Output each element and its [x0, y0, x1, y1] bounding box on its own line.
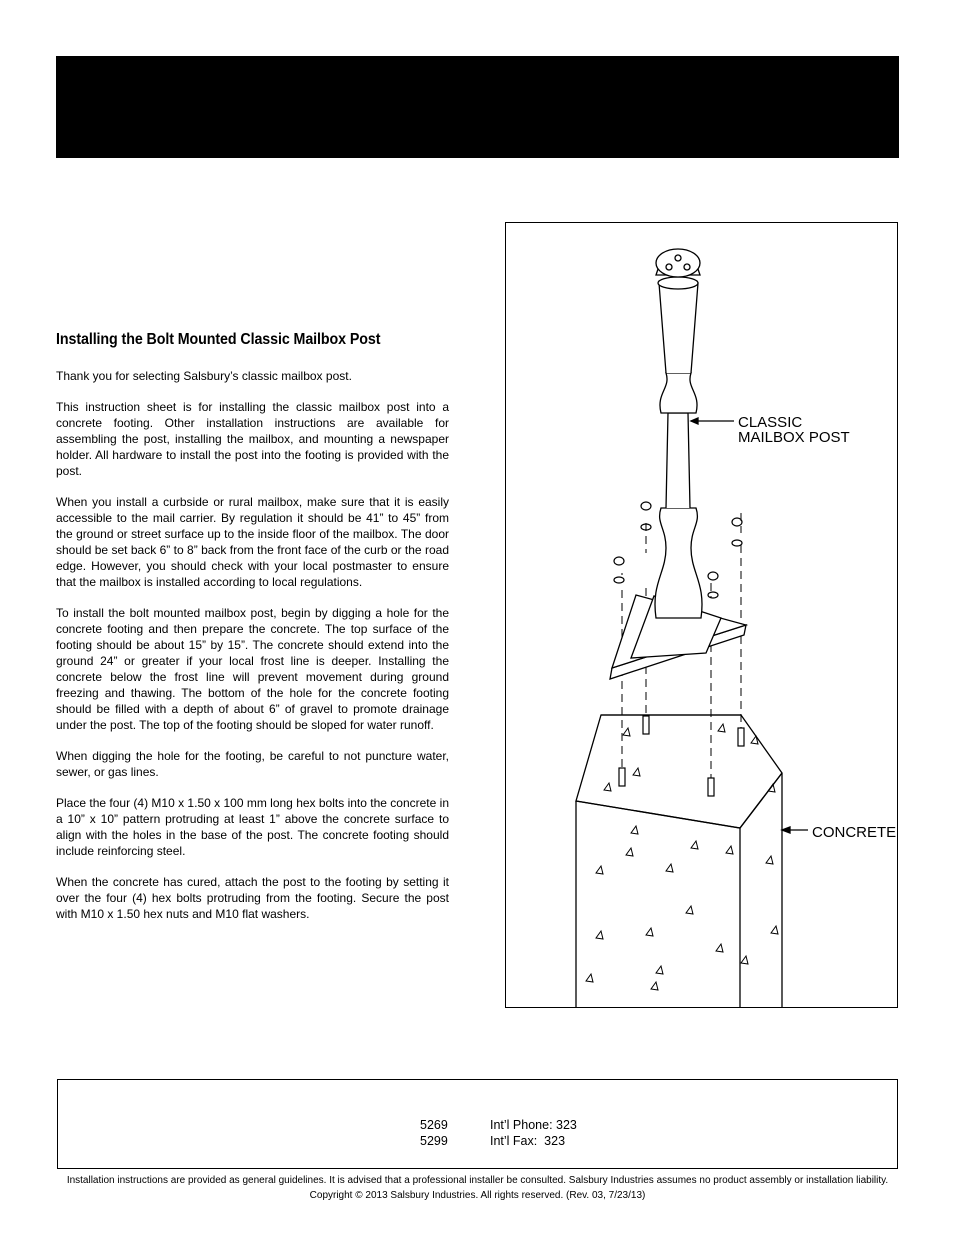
post-label-line1: CLASSIC	[738, 414, 803, 431]
copyright-text: Copyright © 2013 Salsbury Industries. All rights reserved. (Rev. 03, 7/23/13)	[309, 1190, 646, 1201]
paragraph-bolts: Place the four (4) M10 x 1.50 x 100 mm long hex bolts into the concrete in a 10” x 10” pattern protruding at least 1” above the concrete surface to align with the holes in the base of the post. The concrete footing should include reinforcing steel.	[56, 796, 449, 858]
post-label-line2: MAILBOX POST	[738, 429, 850, 446]
footer	[56, 1173, 899, 1203]
instructions-body	[56, 368, 449, 937]
paragraph-thanks: Thank you for selecting Salsbury’s classic mailbox post.	[56, 369, 352, 383]
post-column	[655, 249, 702, 618]
paragraph-caution: When digging the hole for the footing, be careful to not puncture water, sewer, or gas lines.	[56, 749, 449, 779]
disclaimer-text: Installation instructions are provided as general guidelines. It is advised that a professional installer be consulted. Salsbury Industries assumes no product assembly or installation liability.	[66, 1175, 889, 1186]
contact-line2-left: 5299	[420, 1134, 448, 1148]
paragraph-regulation: When you install a curbside or rural mailbox, make sure that it is easily accessible to the mail carrier. By regulation it should be 41” to 45” from the ground or street surface up to the inside floor of the mailbox. The door should be set back 6” to 8” back from the front face of the curb or the road edge. However, you should check with your local postmaster to ensure that the mailbox is installed according to local regulations.	[56, 495, 449, 589]
contact-phone: Int’l Phone: 323	[490, 1118, 577, 1132]
concrete-arrow	[782, 827, 790, 833]
paragraph-footing: To install the bolt mounted mailbox post, begin by digging a hole for the concrete footing and then prepare the concrete. The top surface of the footing should be about 15” by 15”. The concrete should extend into the ground 24” or greater if your local frost line is deeper. Installing the concrete below the frost line will prevent movement during ground freezing and thawing. The bottom of the hole for the concrete footing should be filled with a depth of about 6” of gravel to promote drainage under the post. The top of the footing should be sloped for water runoff.	[56, 606, 449, 732]
post-diagram	[506, 223, 898, 1008]
contact-line1-left: 5269	[420, 1118, 448, 1132]
section-title: Installing the Bolt Mounted Classic Mailbox Post	[56, 331, 381, 348]
paragraph-attach: When the concrete has cured, attach the post to the footing by setting it over the four (4) hex bolts protruding from the footing. Secure the post with M10 x 1.50 hex nuts and M10 flat washers.	[56, 875, 449, 921]
concrete-block	[576, 715, 782, 1008]
contact-fax: Int’l Fax: 323	[490, 1134, 566, 1148]
paragraph-scope: This instruction sheet is for installing the classic mailbox post into a concrete footing. Other installation instructions are available for assembling the post, installing the mailbox, and mounting a newspaper holder. All hardware to install the post into the footing is provided with the post.	[56, 400, 449, 478]
installation-figure	[505, 222, 898, 1008]
contact-box	[57, 1079, 898, 1169]
post-arrow	[691, 418, 698, 424]
concrete-label: CONCRETE	[812, 824, 897, 841]
header-bar	[56, 56, 899, 158]
